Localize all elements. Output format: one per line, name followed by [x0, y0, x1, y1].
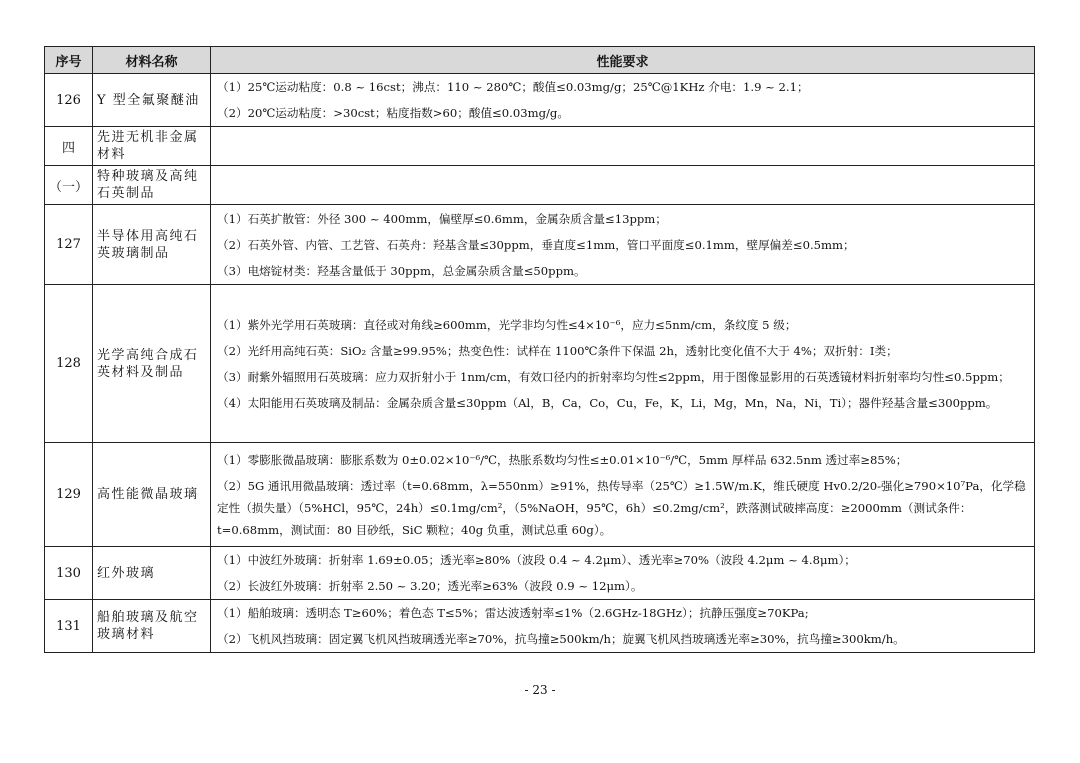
requirement-cell: [211, 285, 1035, 443]
table-row: [45, 547, 1035, 600]
header-no: 序号: [45, 47, 93, 74]
header-material: 材料名称: [93, 47, 211, 74]
material-name: 特种玻璃及高纯石英制品: [93, 166, 211, 205]
material-name: 高性能微晶玻璃: [93, 443, 211, 547]
requirement-line: （2）长波红外玻璃：折射率 2.50 ~ 3.20；透光率≥63%（波段 0.9 ~ 12μm）。: [217, 579, 643, 593]
row-number: 126: [45, 74, 93, 127]
header-requirement: 性能要求: [211, 47, 1035, 74]
requirement-cell: [211, 205, 1035, 285]
row-number: 131: [45, 600, 93, 653]
requirement-line: （1）紫外光学用石英玻璃：直径或对角线≥600mm，光学非均匀性≤4×10⁻⁶，应力≤5nm/cm，条纹度 5 级；: [217, 317, 797, 332]
table-row: [45, 127, 1035, 166]
requirement-cell: [211, 166, 1035, 205]
requirement-cell: [211, 74, 1035, 127]
row-number: 130: [45, 547, 93, 600]
requirement-line: （4）太阳能用石英玻璃及制品：金属杂质含量≤30ppm（Al，B，Ca，Co，Cu，Fe，K，Li，Mg，Mn，Na，Ni，Ti）；器件羟基含量≤300ppm。: [217, 395, 998, 410]
table-row: [45, 205, 1035, 285]
material-name: 半导体用高纯石英玻璃制品: [93, 205, 211, 285]
requirement-line: （1）25℃运动粘度：0.8 ~ 16cst；沸点：110 ~ 280℃；酸值≤0.03mg/g；25℃@1KHz 介电：1.9 ~ 2.1；: [217, 80, 809, 94]
requirement-line: （3）电熔锭材类：羟基含量低于 30ppm，总金属杂质含量≤50ppm。: [217, 263, 586, 278]
table-row: [45, 166, 1035, 205]
table-header-row: [45, 47, 1035, 74]
table-row: [45, 74, 1035, 127]
requirement-cell: [211, 600, 1035, 653]
requirement-cell: [211, 127, 1035, 166]
table-row: [45, 285, 1035, 443]
requirement-cell: [211, 443, 1035, 547]
requirement-line: （2）20℃运动粘度：>30cst；粘度指数>60；酸值≤0.03mg/g。: [217, 106, 569, 120]
row-number: 127: [45, 205, 93, 285]
requirement-line: （1）中波红外玻璃：折射率 1.69±0.05；透光率≥80%（波段 0.4 ~ 4.2μm）、透光率≥70%（波段 4.2μm ~ 4.8μm）；: [217, 553, 856, 567]
requirement-line: （2）光纤用高纯石英：SiO₂ 含量≥99.95%；热变色性：试样在 1100℃条件下保温 2h，透射比变化值不大于 4%；双折射：I类；: [217, 343, 898, 358]
row-number: 128: [45, 285, 93, 443]
requirement-line: （1）船舶玻璃：透明态 T≥60%；着色态 T≤5%；雷达波透射率≤1%（2.6GHz-18GHz）；抗静压强度≥70KPa;: [217, 606, 809, 620]
material-name: 红外玻璃: [93, 547, 211, 600]
material-name: 光学高纯合成石英材料及制品: [93, 285, 211, 443]
material-name: 船舶玻璃及航空玻璃材料: [93, 600, 211, 653]
table-row: [45, 443, 1035, 547]
requirement-line: （2）飞机风挡玻璃：固定翼飞机风挡玻璃透光率≥70%，抗鸟撞≥500km/h；旋翼飞机风挡玻璃透光率≥30%，抗鸟撞≥300km/h。: [217, 632, 905, 646]
requirement-line: （3）耐紫外辐照用石英玻璃：应力双折射小于 1nm/cm，有效口径内的折射率均匀性≤2ppm，用于图像显影用的石英透镜材料折射率均匀性≤0.5ppm；: [217, 369, 1010, 384]
requirement-cell: [211, 547, 1035, 600]
table-row: [45, 600, 1035, 653]
page-number: - 23 -: [524, 683, 556, 697]
material-name: Y 型全氟聚醚油: [93, 74, 211, 127]
requirement-line: （1）石英扩散管：外径 300 ~ 400mm，偏壁厚≤0.6mm，金属杂质含量≤13ppm；: [217, 211, 667, 226]
material-name: 先进无机非金属材料: [93, 127, 211, 166]
row-number: 129: [45, 443, 93, 547]
row-number: 四: [45, 127, 93, 166]
spec-table: [44, 46, 1035, 653]
requirement-line: （1）零膨胀微晶玻璃：膨胀系数为 0±0.02×10⁻⁶/℃，热胀系数均匀性≤±0.01×10⁻⁶/℃，5mm 厚样品 632.5nm 透过率≥85%；: [217, 452, 908, 467]
requirement-line: （2）石英外管、内管、工艺管、石英舟：羟基含量≤30ppm，垂直度≤1mm，管口平面度≤0.1mm，壁厚偏差≤0.5mm；: [217, 237, 855, 252]
requirement-line: （2）5G 通讯用微晶玻璃：透过率（t=0.68mm，λ=550nm）≥91%，热传导率（25℃）≥1.5W/m.K，维氏硬度 Hv0.2/20-强化≥790×10⁷Pa，化学稳定性（损失量）（5%HCl，95℃，24h）≤0.1mg/cm²，（5%NaOH，95℃，6h）≤0.2mg/cm²，跌落测试破摔高度：≥2000mm（测试条件：t=0.68mm，测试面：80 目砂纸，SiC 颗粒；40g 负重，测试总重 60g）。: [217, 478, 1026, 537]
row-number: （一）: [45, 166, 93, 205]
